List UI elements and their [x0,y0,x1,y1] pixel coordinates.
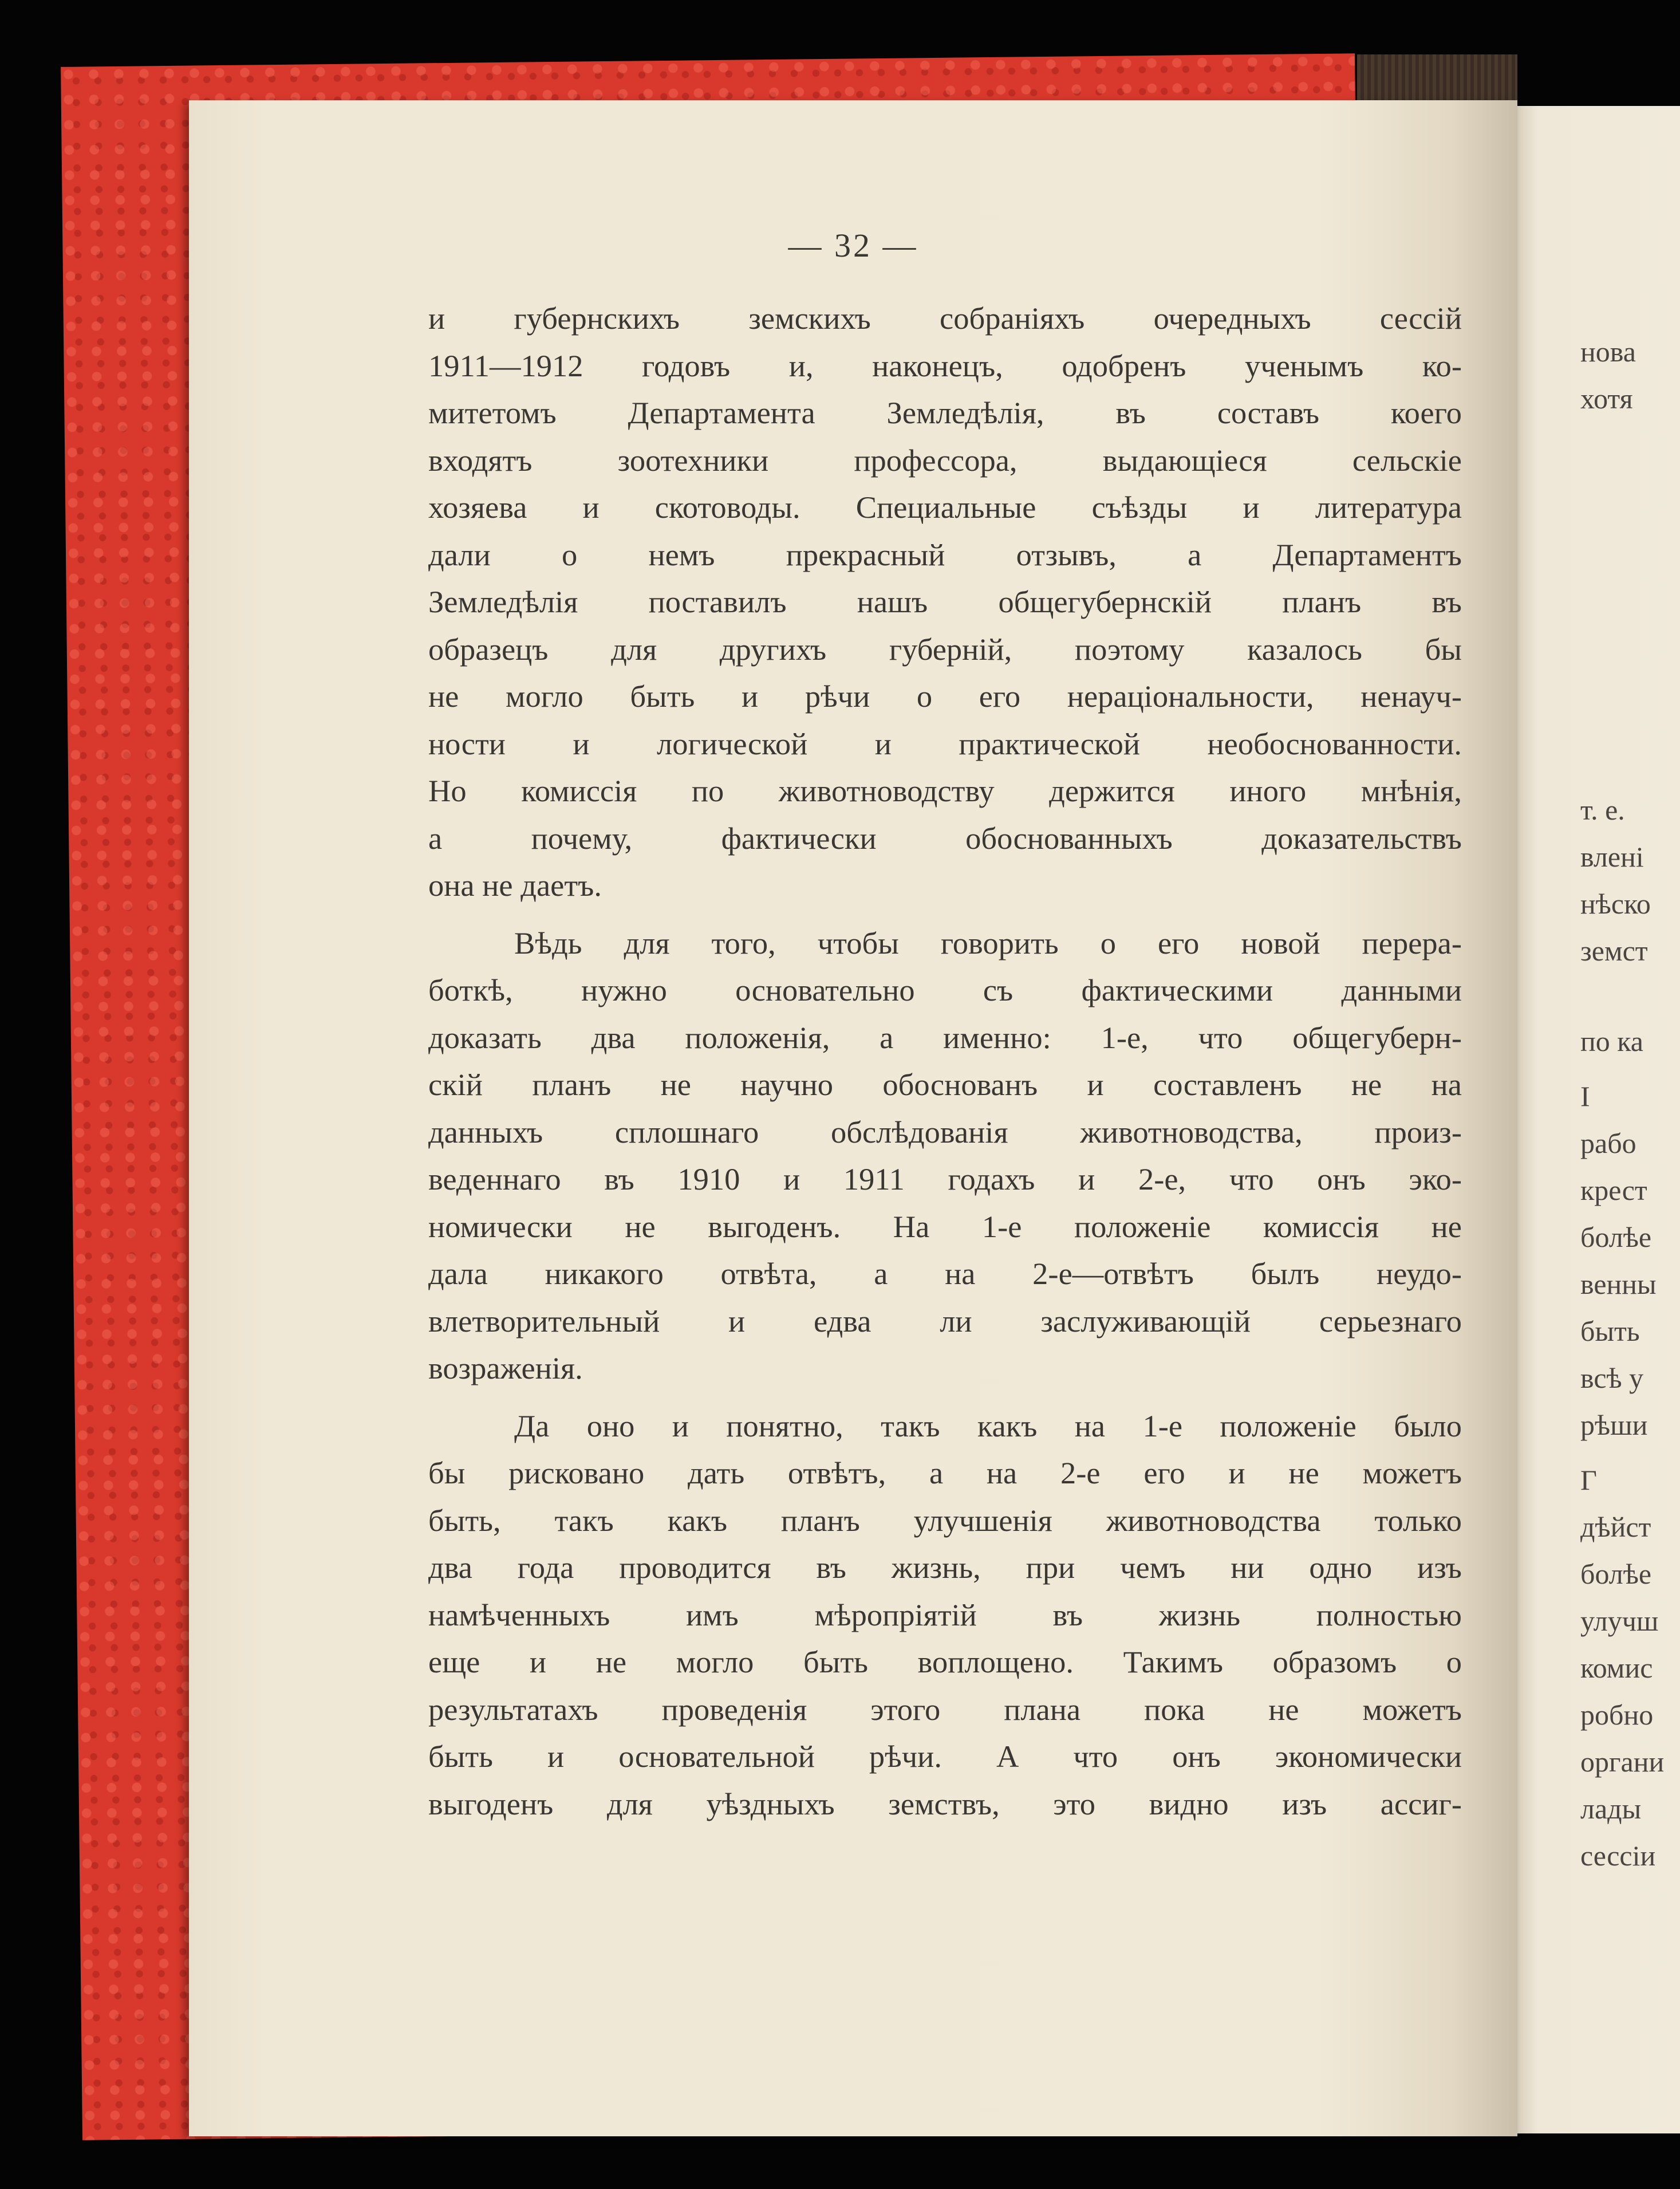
next-page-edge [1517,106,1680,2133]
text-line: два года проводится въ жизнь, при чемъ ни одно изъ [428,1550,1462,1585]
next-page-fragment: быть [1580,1315,1640,1347]
next-page-fragment: земст [1580,935,1648,967]
text-line: боткѣ, нужно основательно съ фактическими данными [428,973,1462,1007]
text-line: и губернскихъ земскихъ собраніяхъ очередныхъ сессій [428,301,1462,336]
text-line: она не даетъ. [428,868,602,903]
next-page-fragment: крест [1580,1174,1647,1206]
text-line: веденнаго въ 1910 и 1911 годахъ и 2-е, что онъ эко- [428,1162,1462,1196]
next-page-fragment: сессіи [1580,1840,1656,1872]
next-page-fragment: венны [1580,1268,1657,1300]
next-page-fragment: болѣе [1580,1221,1652,1253]
next-page-fragment: по ка [1580,1025,1643,1057]
text-line: Но комиссія по животноводству держится иного мнѣнія, [428,773,1462,808]
text-line: не могло быть и рѣчи о его нераціональности, ненауч- [428,679,1462,714]
text-line: быть, такъ какъ планъ улучшенія животноводства только [428,1502,1462,1538]
text-line: входятъ зоотехники профессора, выдающіеся сельскіе [428,442,1462,478]
next-page-fragment: болѣе [1580,1558,1652,1590]
next-page-fragment: улучш [1580,1605,1659,1637]
next-page-fragment: комис [1580,1652,1653,1684]
text-line: образецъ для другихъ губерній, поэтому казалось бы [428,631,1462,667]
next-page-fragment: дѣйст [1580,1511,1651,1543]
next-page-fragment: рѣши [1580,1409,1648,1441]
text-line: Да оно и понятно, такъ какъ на 1-е положеніе было [514,1408,1462,1443]
book-page [189,100,1517,2136]
text-line: ности и логической и практической необоснованности. [428,726,1462,761]
text-line: Вѣдь для того, чтобы говорить о его новой перера- [514,925,1462,960]
text-line: номически не выгоденъ. На 1-е положеніе комиссія не [428,1208,1462,1244]
next-page-fragment: хотя [1580,383,1633,415]
text-line: возраженія. [428,1351,583,1385]
text-line: дала никакого отвѣта, а на 2-е—отвѣтъ былъ неудо- [428,1256,1462,1291]
text-line: доказать два положенія, а именно: 1-е, что общегуберн- [428,1019,1462,1055]
text-line: данныхъ сплошнаго обслѣдованія животноводства, произ- [428,1114,1462,1149]
next-page-fragment: робно [1580,1699,1654,1731]
text-line: выгоденъ для уѣздныхъ земствъ, это видно изъ ассиг- [428,1786,1462,1821]
next-page-fragment: т. е. [1580,794,1625,826]
text-line: еще и не могло быть воплощено. Такимъ образомъ о [428,1644,1462,1679]
page-text [428,295,1462,1828]
text-line: хозяева и скотоводы. Специальные съѣзды и литература [428,490,1462,525]
next-page-fragment: лады [1580,1793,1642,1825]
text-line: а почему, фактически обоснованныхъ доказательствъ [428,820,1462,856]
next-page-fragment: І [1580,1080,1590,1112]
text-line: влетворительный и едва ли заслуживающій серьезнаго [428,1303,1462,1338]
next-page-fragment: влені [1580,841,1644,873]
next-page-fragment: нова [1580,336,1636,368]
next-page-fragment: рабо [1580,1127,1636,1159]
text-line: 1911—1912 годовъ и, наконецъ, одобренъ ученымъ ко- [428,348,1462,383]
next-page-fragment: Г [1580,1464,1597,1496]
text-line: намѣченныхъ имъ мѣропріятій въ жизнь полностью [428,1597,1462,1632]
text-line: митетомъ Департамента Земледѣлія, въ составъ коего [428,395,1462,430]
next-page-fragment: органи [1580,1746,1665,1778]
text-line: бы рисковано дать отвѣтъ, а на 2-е его и не можетъ [428,1455,1462,1490]
text-line: результатахъ проведенія этого плана пока не можетъ [428,1691,1462,1727]
text-line: быть и основательной рѣчи. А что онъ экономически [428,1739,1462,1774]
text-line: скій планъ не научно обоснованъ и составленъ не на [428,1067,1462,1102]
next-page-fragment: нѣско [1580,888,1651,920]
next-page-fragment: всѣ у [1580,1362,1644,1394]
text-line: Земледѣлія поставилъ нашъ общегубернскій планъ въ [428,584,1462,619]
page-number: — 32 — [788,227,918,264]
text-line: дали о немъ прекрасный отзывъ, а Департаментъ [428,537,1462,572]
